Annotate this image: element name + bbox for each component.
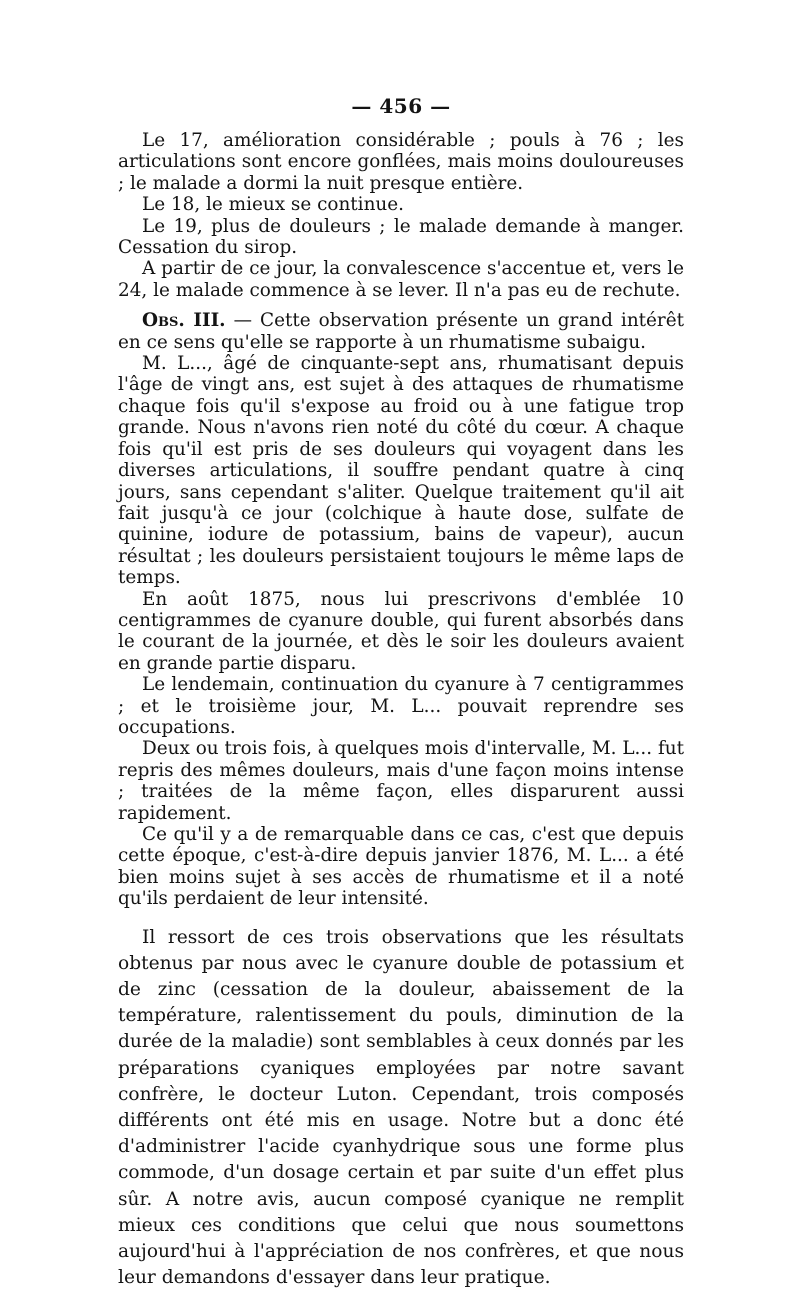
paragraph-day-19: Le 19, plus de douleurs ; le malade demande à manger. Cessation du sirop. <box>118 215 684 259</box>
page-number: — 456 — <box>351 94 451 118</box>
observation-label: Obs. III. <box>142 310 226 332</box>
paragraph-day-18: Le 18, le mieux se continue. <box>142 194 404 216</box>
paragraph-relapses: Deux ou trois fois, à quelques mois d'intervalle, M. L... fut repris des mêmes douleurs, mais d'une façon moins intense ; traitées de la même façon, elles disparurent aussi rapidement. <box>118 738 684 824</box>
paragraph-conclusion: Il ressort de ces trois observations que les résultats obtenus par nous avec le cyanure double de potassium et de zinc (cessation de la douleur, abaissement de la température, ralentissement du pouls, diminution de la durée de la maladie) sont semblables à ceux donnés par les préparations cyaniques employées par notre savant confrère, le docteur Luton. Cependant, trois composés différents ont été mis en usage. Notre but a donc été d'administrer l'acide cyanhydrique sous une forme plus commode, d'un dosage certain et par suite d'un effet plus sûr. A notre avis, aucun composé cyanique ne remplit mieux ces conditions que celui que nous soumettons aujourd'hui à l'appréciation de nos confrères, et que nous leur demandons d'essayer dans leur pratique. <box>118 926 684 1289</box>
book-page <box>118 94 684 1291</box>
paragraph-next-day: Le lendemain, continuation du cyanure à 7 centigrammes ; et le troisième jour, M. L... pouvait reprendre ses occupations. <box>118 674 684 738</box>
paragraph-observation-3 <box>118 310 684 353</box>
paragraph-august-1875: En août 1875, nous lui prescrivons d'emblée 10 centigrammes de cyanure double, qui furent absorbés dans le courant de la journée, et dès le soir les douleurs avaient en grande partie disparu. <box>118 588 684 674</box>
paragraph-day-17: Le 17, amélioration considérable ; pouls à 76 ; les articulations sont encore gonflées, mais moins douloureuses ; le malade a dormi la nuit presque entière. <box>118 130 684 194</box>
paragraph-remarkable: Ce qu'il y a de remarquable dans ce cas, c'est que depuis cette époque, c'est-à-dire depuis janvier 1876, M. L... a été bien moins sujet à ses accès de rhumatisme et il a noté qu'ils perdaient de leur intensité. <box>118 824 684 910</box>
paragraph-patient-history: M. L..., âgé de cinquante-sept ans, rhumatisant depuis l'âge de vingt ans, est sujet à des attaques de rhumatisme chaque fois qu'il s'expose au froid ou à une fatigue trop grande. Nous n'avons rien noté du côté du cœur. A chaque fois qu'il est pris de ses douleurs qui voyagent dans les diverses articulations, il souffre pendant quatre à cinq jours, sans cependant s'aliter. Quelque traitement qu'il ait fait jusqu'à ce jour (colchique à haute dose, sulfate de quinine, iodure de potassium, bains de vapeur), aucun résultat ; les douleurs persistaient toujours le même laps de temps. <box>118 353 684 589</box>
paragraph-convalescence: A partir de ce jour, la convalescence s'accentue et, vers le 24, le malade commence à se lever. Il n'a pas eu de rechute. <box>118 258 684 301</box>
observation-intro: — Cette observation présente un grand intérêt en ce sens qu'elle se rapporte à un rhumatisme subaigu. <box>118 310 684 353</box>
